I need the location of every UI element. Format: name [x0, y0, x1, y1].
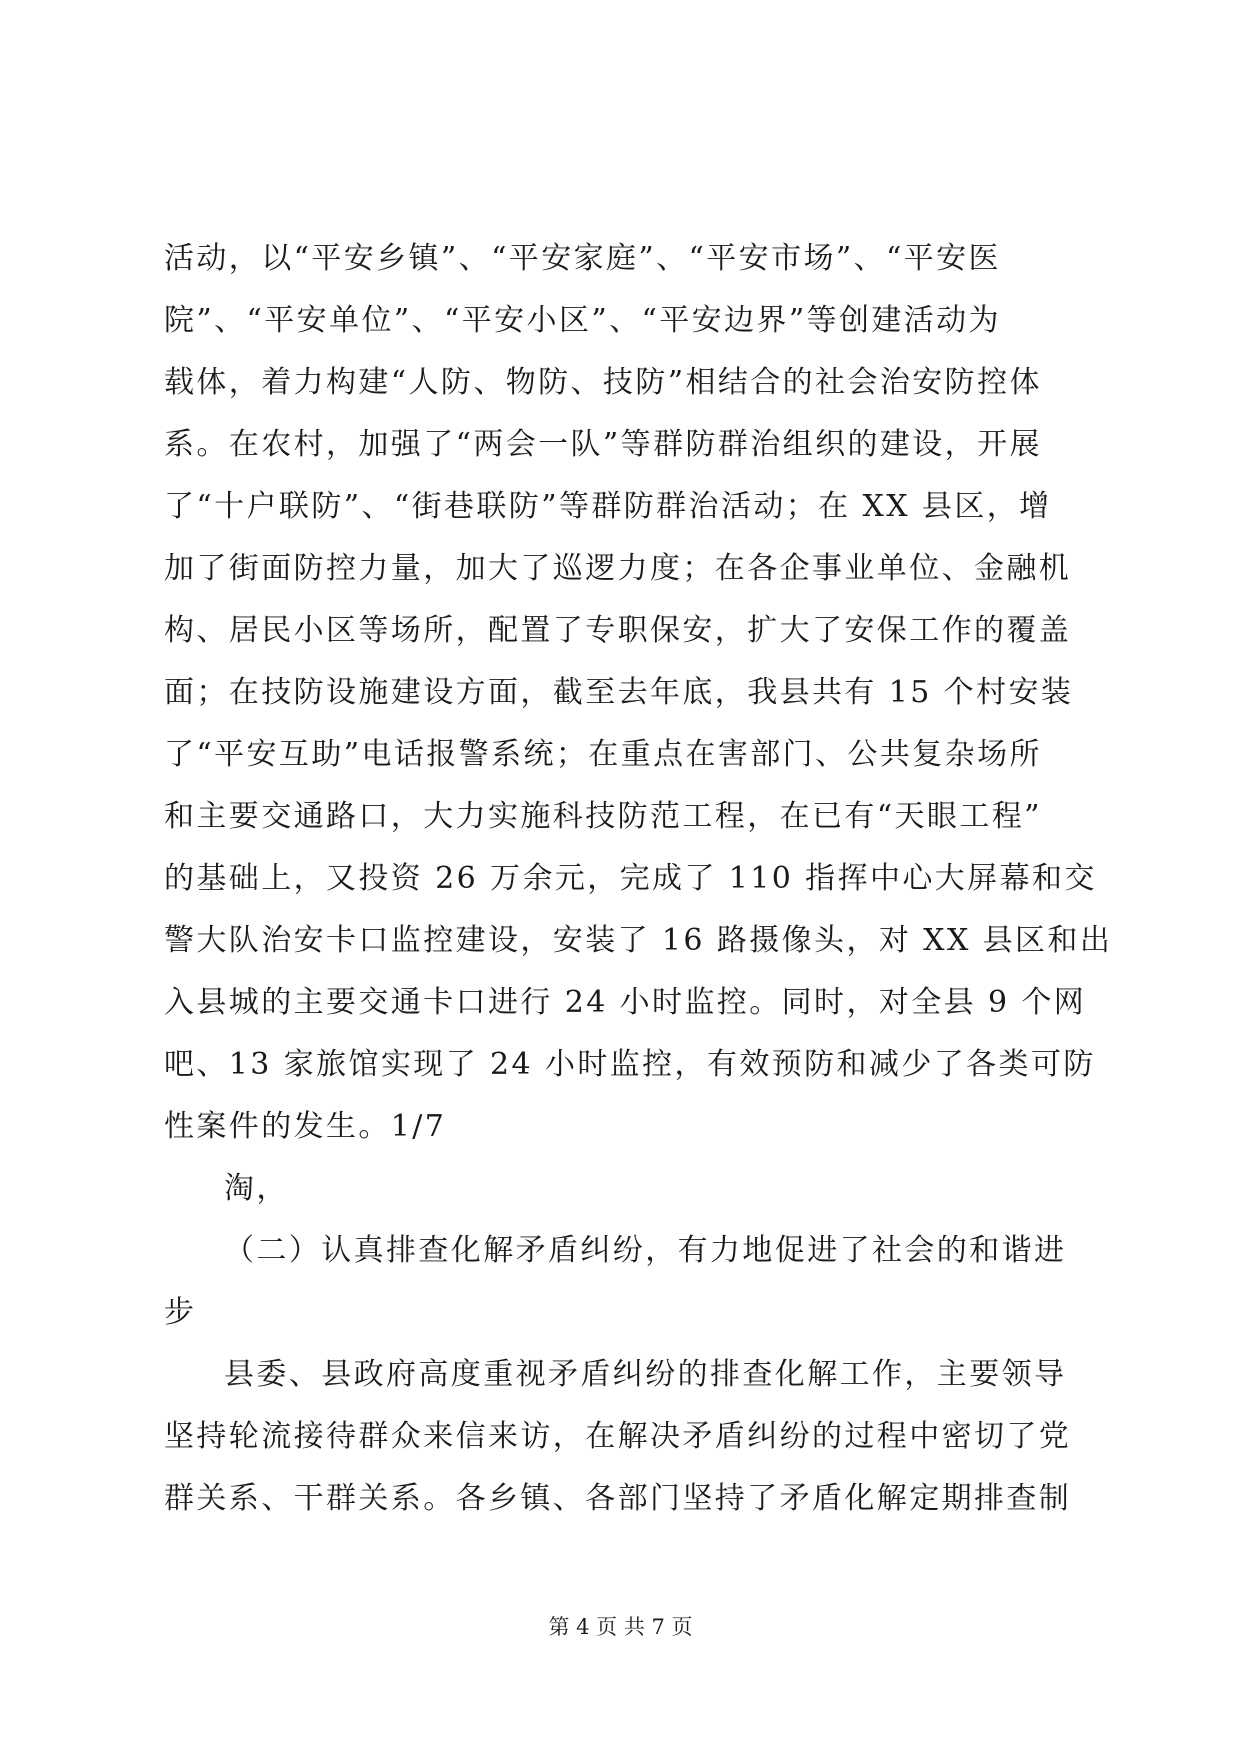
text-line: 淘，: [224, 1171, 289, 1206]
text-line: 吧、13 家旅馆实现了 24 小时监控，有效预防和减少了各类可防: [164, 1047, 1096, 1082]
text-line: 院”、“平安单位”、“平安小区”、“平安边界”等创建活动为: [164, 303, 1001, 338]
text-line: 了“十户联防”、“街巷联防”等群防群治活动；在 XX 县区，增: [164, 489, 1052, 524]
text-line: 入县城的主要交通卡口进行 24 小时监控。同时，对全县 9 个网: [164, 985, 1087, 1020]
text-line: 了“平安互助”电话报警系统；在重点在害部门、公共复杂场所: [164, 737, 1042, 772]
text-line: 构、居民小区等场所，配置了专职保安，扩大了安保工作的覆盖: [164, 613, 1072, 648]
text-line: 加了街面防控力量，加大了巡逻力度；在各企事业单位、金融机: [164, 551, 1072, 586]
text-line: 活动，以“平安乡镇”、“平安家庭”、“平安市场”、“平安医: [164, 241, 1001, 276]
text-line: 系。在农村，加强了“两会一队”等群防群治组织的建设，开展: [164, 427, 1042, 462]
text-line: 和主要交通路口，大力实施科技防范工程，在已有“天眼工程”: [164, 799, 1042, 834]
section-heading-continued: 步: [164, 1295, 197, 1330]
text-line: 县委、县政府高度重视矛盾纠纷的排查化解工作，主要领导: [224, 1357, 1067, 1392]
text-line: 群关系、干群关系。各乡镇、各部门坚持了矛盾化解定期排查制: [164, 1481, 1072, 1516]
text-line: 的基础上，又投资 26 万余元，完成了 110 指挥中心大屏幕和交: [164, 861, 1097, 896]
text-line: 载体，着力构建“人防、物防、技防”相结合的社会治安防控体: [164, 365, 1042, 400]
text-line: 性案件的发生。1/7: [164, 1109, 447, 1144]
document-body: [164, 228, 1113, 1530]
section-heading: （二）认真排查化解矛盾纠纷，有力地促进了社会的和谐进: [224, 1233, 1067, 1268]
text-line: 警大队治安卡口监控建设，安装了 16 路摄像头，对 XX 县区和出: [164, 923, 1113, 958]
page-number-footer: 第 4 页 共 7 页: [548, 1615, 693, 1639]
text-line: 坚持轮流接待群众来信来访，在解决矛盾纠纷的过程中密切了党: [164, 1419, 1072, 1454]
text-line: 面；在技防设施建设方面，截至去年底，我县共有 15 个村安装: [164, 675, 1074, 710]
